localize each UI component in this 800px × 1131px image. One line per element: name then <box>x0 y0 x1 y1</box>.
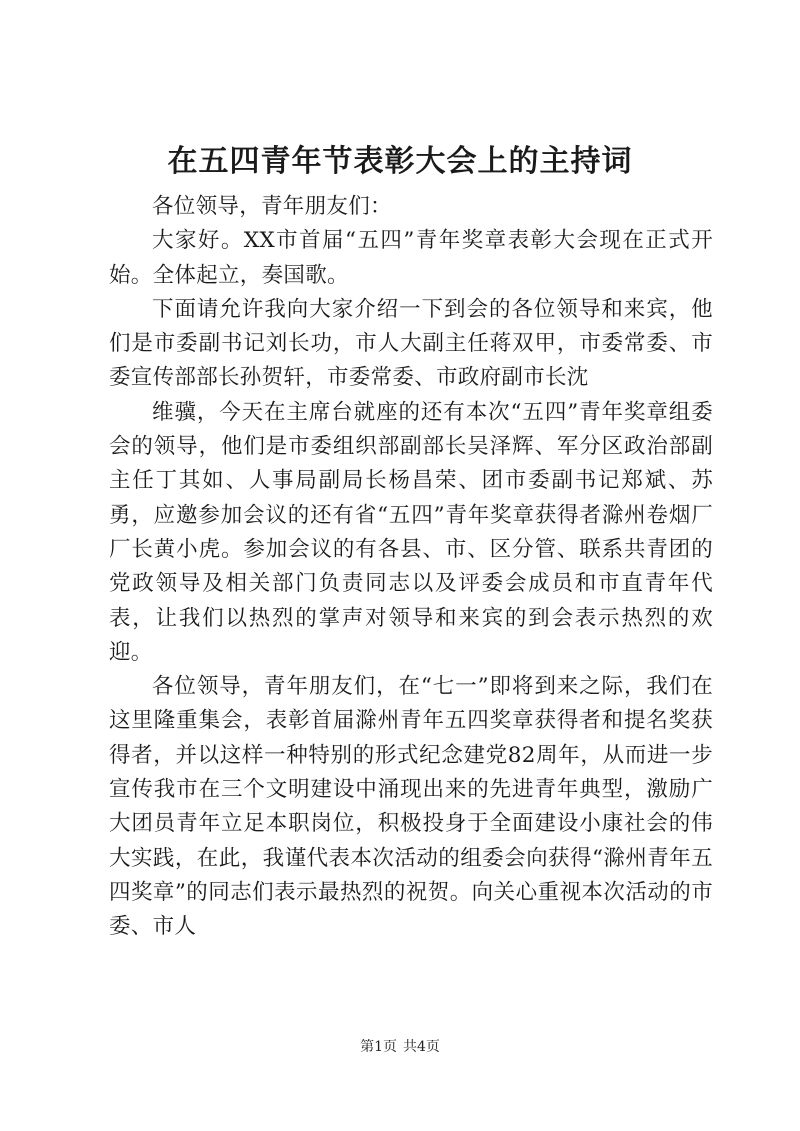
page-number: 第1页 <box>360 1039 397 1055</box>
paragraph-guests: 维骥，今天在主席台就座的还有本次“五四”青年奖章组委会的领导，他们是市委组织部副部长吴泽辉、军分区政治部副主任丁其如、人事局副局长杨昌荣、团市委副书记郑斌、苏勇，应邀参加会议的还有省“五四”青年奖章获得者滁州卷烟厂厂长黄小虎。参加会议的有各县、市、区分管、联系共青团的党政领导及相关部门负责同志以及评委会成员和市直青年代表，让我们以热烈的掌声对领导和来宾的到会表示热烈的欢迎。 <box>109 399 713 665</box>
paragraph-opening: 大家好。XX市首届“五四”青年奖章表彰大会现在正式开始。全体起立，奏国歌。 <box>109 228 713 288</box>
paragraph-greeting: 各位领导，青年朋友们： <box>152 194 392 219</box>
page-footer <box>0 1037 800 1057</box>
document-body <box>109 190 713 945</box>
page-total: 共4页 <box>403 1039 440 1055</box>
paragraph-purpose: 各位领导，青年朋友们，在“七一”即将到来之际，我们在这里隆重集会，表彰首届滁州青年五四奖章获得者和提名奖获得者，并以这样一种特别的形式纪念建党82周年，从而进一步宣传我市在三个文明建设中涌现出来的先进青年典型，激励广大团员青年立足本职岗位，积极投身于全面建设小康社会的伟大实践，在此，我谨代表本次活动的组委会向获得“滁州青年五四奖章”的同志们表示最热烈的祝贺。向关心重视本次活动的市委、市人 <box>109 674 713 940</box>
paragraph-introduction: 下面请允许我向大家介绍一下到会的各位领导和来宾，他们是市委副书记刘长功，市人大副主任蒋双甲，市委常委、市委宣传部部长孙贺轩，市委常委、市政府副市长沈 <box>109 296 713 391</box>
document-title: 在五四青年节表彰大会上的主持词 <box>167 144 633 179</box>
